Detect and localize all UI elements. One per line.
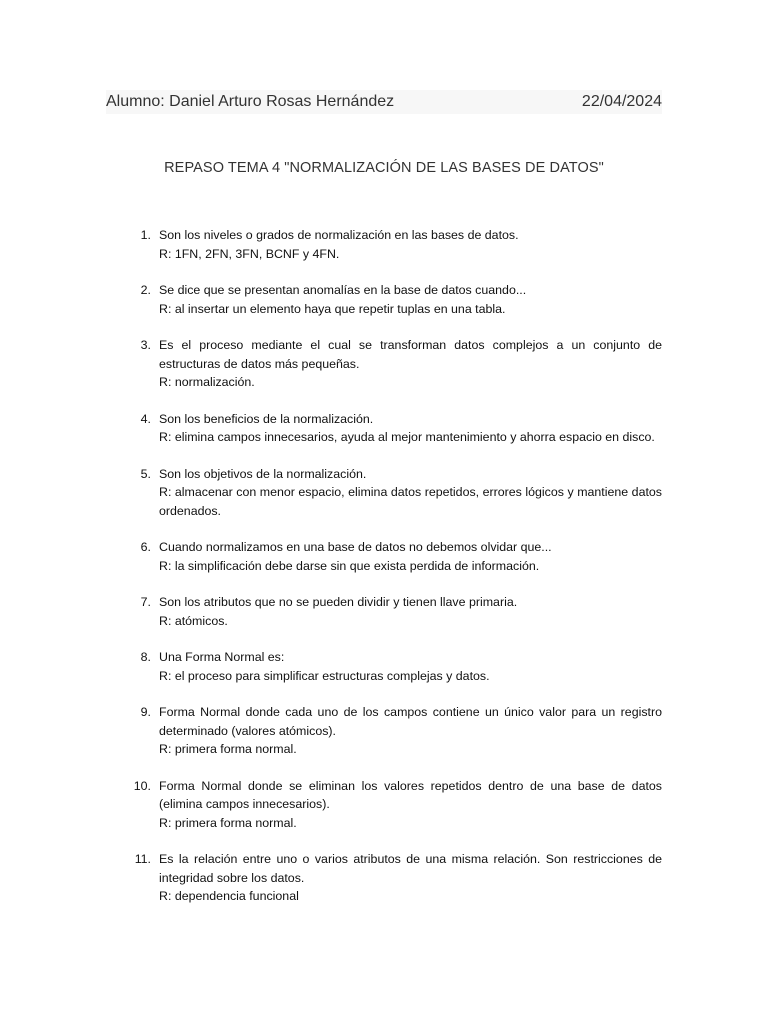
- question-answer: R: elimina campos innecesarios, ayuda al mejor mantenimiento y ahorra espacio en disco.: [159, 430, 655, 444]
- question-item-6: [121, 538, 662, 575]
- question-item-5: [121, 465, 662, 521]
- question-body: [151, 850, 662, 906]
- document-date: 22/04/2024: [581, 93, 662, 110]
- question-body: [151, 281, 662, 318]
- question-text: Es la relación entre uno o varios atributos de una misma relación. Son restricciones de integridad sobre los datos.: [159, 852, 662, 885]
- question-answer: R: almacenar con menor espacio, elimina datos repetidos, errores lógicos y mantiene datos ordenados.: [159, 485, 662, 518]
- question-number: 9.: [140, 705, 151, 719]
- question-number: 2.: [140, 283, 151, 297]
- question-item-11: [121, 850, 662, 906]
- question-body: [151, 465, 662, 521]
- question-answer: R: normalización.: [159, 375, 255, 389]
- question-text: Es el proceso mediante el cual se transforman datos complejos a un conjunto de estructuras de datos más pequeñas.: [159, 338, 662, 371]
- question-number: 4.: [140, 411, 151, 426]
- question-list: [121, 226, 662, 924]
- question-body: [151, 777, 662, 833]
- question-text: Forma Normal donde cada uno de los campos contiene un único valor para un registro determinado (valores atómicos).: [159, 705, 662, 738]
- question-answer: R: al insertar un elemento haya que repetir tuplas en una tabla.: [159, 301, 506, 316]
- question-item-2: [121, 281, 662, 318]
- question-text: Forma Normal donde se eliminan los valores repetidos dentro de una base de datos (elimina campos innecesarios).: [159, 778, 662, 811]
- question-answer: R: 1FN, 2FN, 3FN, BCNF y 4FN.: [159, 246, 340, 261]
- question-body: [151, 538, 662, 575]
- question-item-7: [121, 593, 662, 630]
- question-text: Son los niveles o grados de normalización en las bases de datos.: [159, 228, 519, 242]
- question-number: 5.: [140, 466, 151, 481]
- question-body: [151, 336, 662, 392]
- question-body: [151, 648, 662, 685]
- question-number: 11.: [134, 852, 151, 866]
- question-number: 8.: [140, 650, 151, 664]
- question-number: 10.: [133, 778, 151, 793]
- question-answer: R: primera forma normal.: [159, 742, 297, 756]
- question-item-10: [121, 777, 662, 833]
- question-number: 7.: [140, 595, 151, 609]
- question-number: 6.: [140, 540, 151, 554]
- question-item-4: [121, 410, 662, 447]
- question-body: [151, 226, 662, 263]
- question-text: Son los objetivos de la normalización.: [159, 466, 367, 481]
- question-number: 3.: [140, 338, 151, 352]
- question-text: Una Forma Normal es:: [159, 650, 285, 664]
- question-answer: R: primera forma normal.: [159, 815, 297, 830]
- student-name: Alumno: Daniel Arturo Rosas Hernández: [106, 93, 395, 110]
- question-text: Se dice que se presentan anomalías en la base de datos cuando...: [159, 283, 527, 297]
- question-item-3: [121, 336, 662, 392]
- question-text: Son los atributos que no se pueden dividir y tienen llave primaria.: [159, 595, 518, 609]
- question-answer: R: el proceso para simplificar estructuras complejas y datos.: [159, 668, 490, 683]
- question-item-1: [121, 226, 662, 263]
- question-answer: R: atómicos.: [159, 613, 228, 628]
- question-body: [151, 703, 662, 759]
- question-item-9: [121, 703, 662, 759]
- question-number: 1.: [140, 228, 151, 242]
- document-title: REPASO TEMA 4 "NORMALIZACIÓN DE LAS BASES DE DATOS": [164, 160, 604, 176]
- question-answer: R: la simplificación debe darse sin que exista perdida de información.: [159, 558, 540, 573]
- question-body: [151, 593, 662, 630]
- question-text: Son los beneficios de la normalización.: [159, 411, 374, 426]
- question-text: Cuando normalizamos en una base de datos no debemos olvidar que...: [159, 540, 552, 554]
- document-header: [106, 90, 662, 114]
- question-answer: R: dependencia funcional: [159, 889, 299, 903]
- question-item-8: [121, 648, 662, 685]
- question-body: [151, 410, 662, 447]
